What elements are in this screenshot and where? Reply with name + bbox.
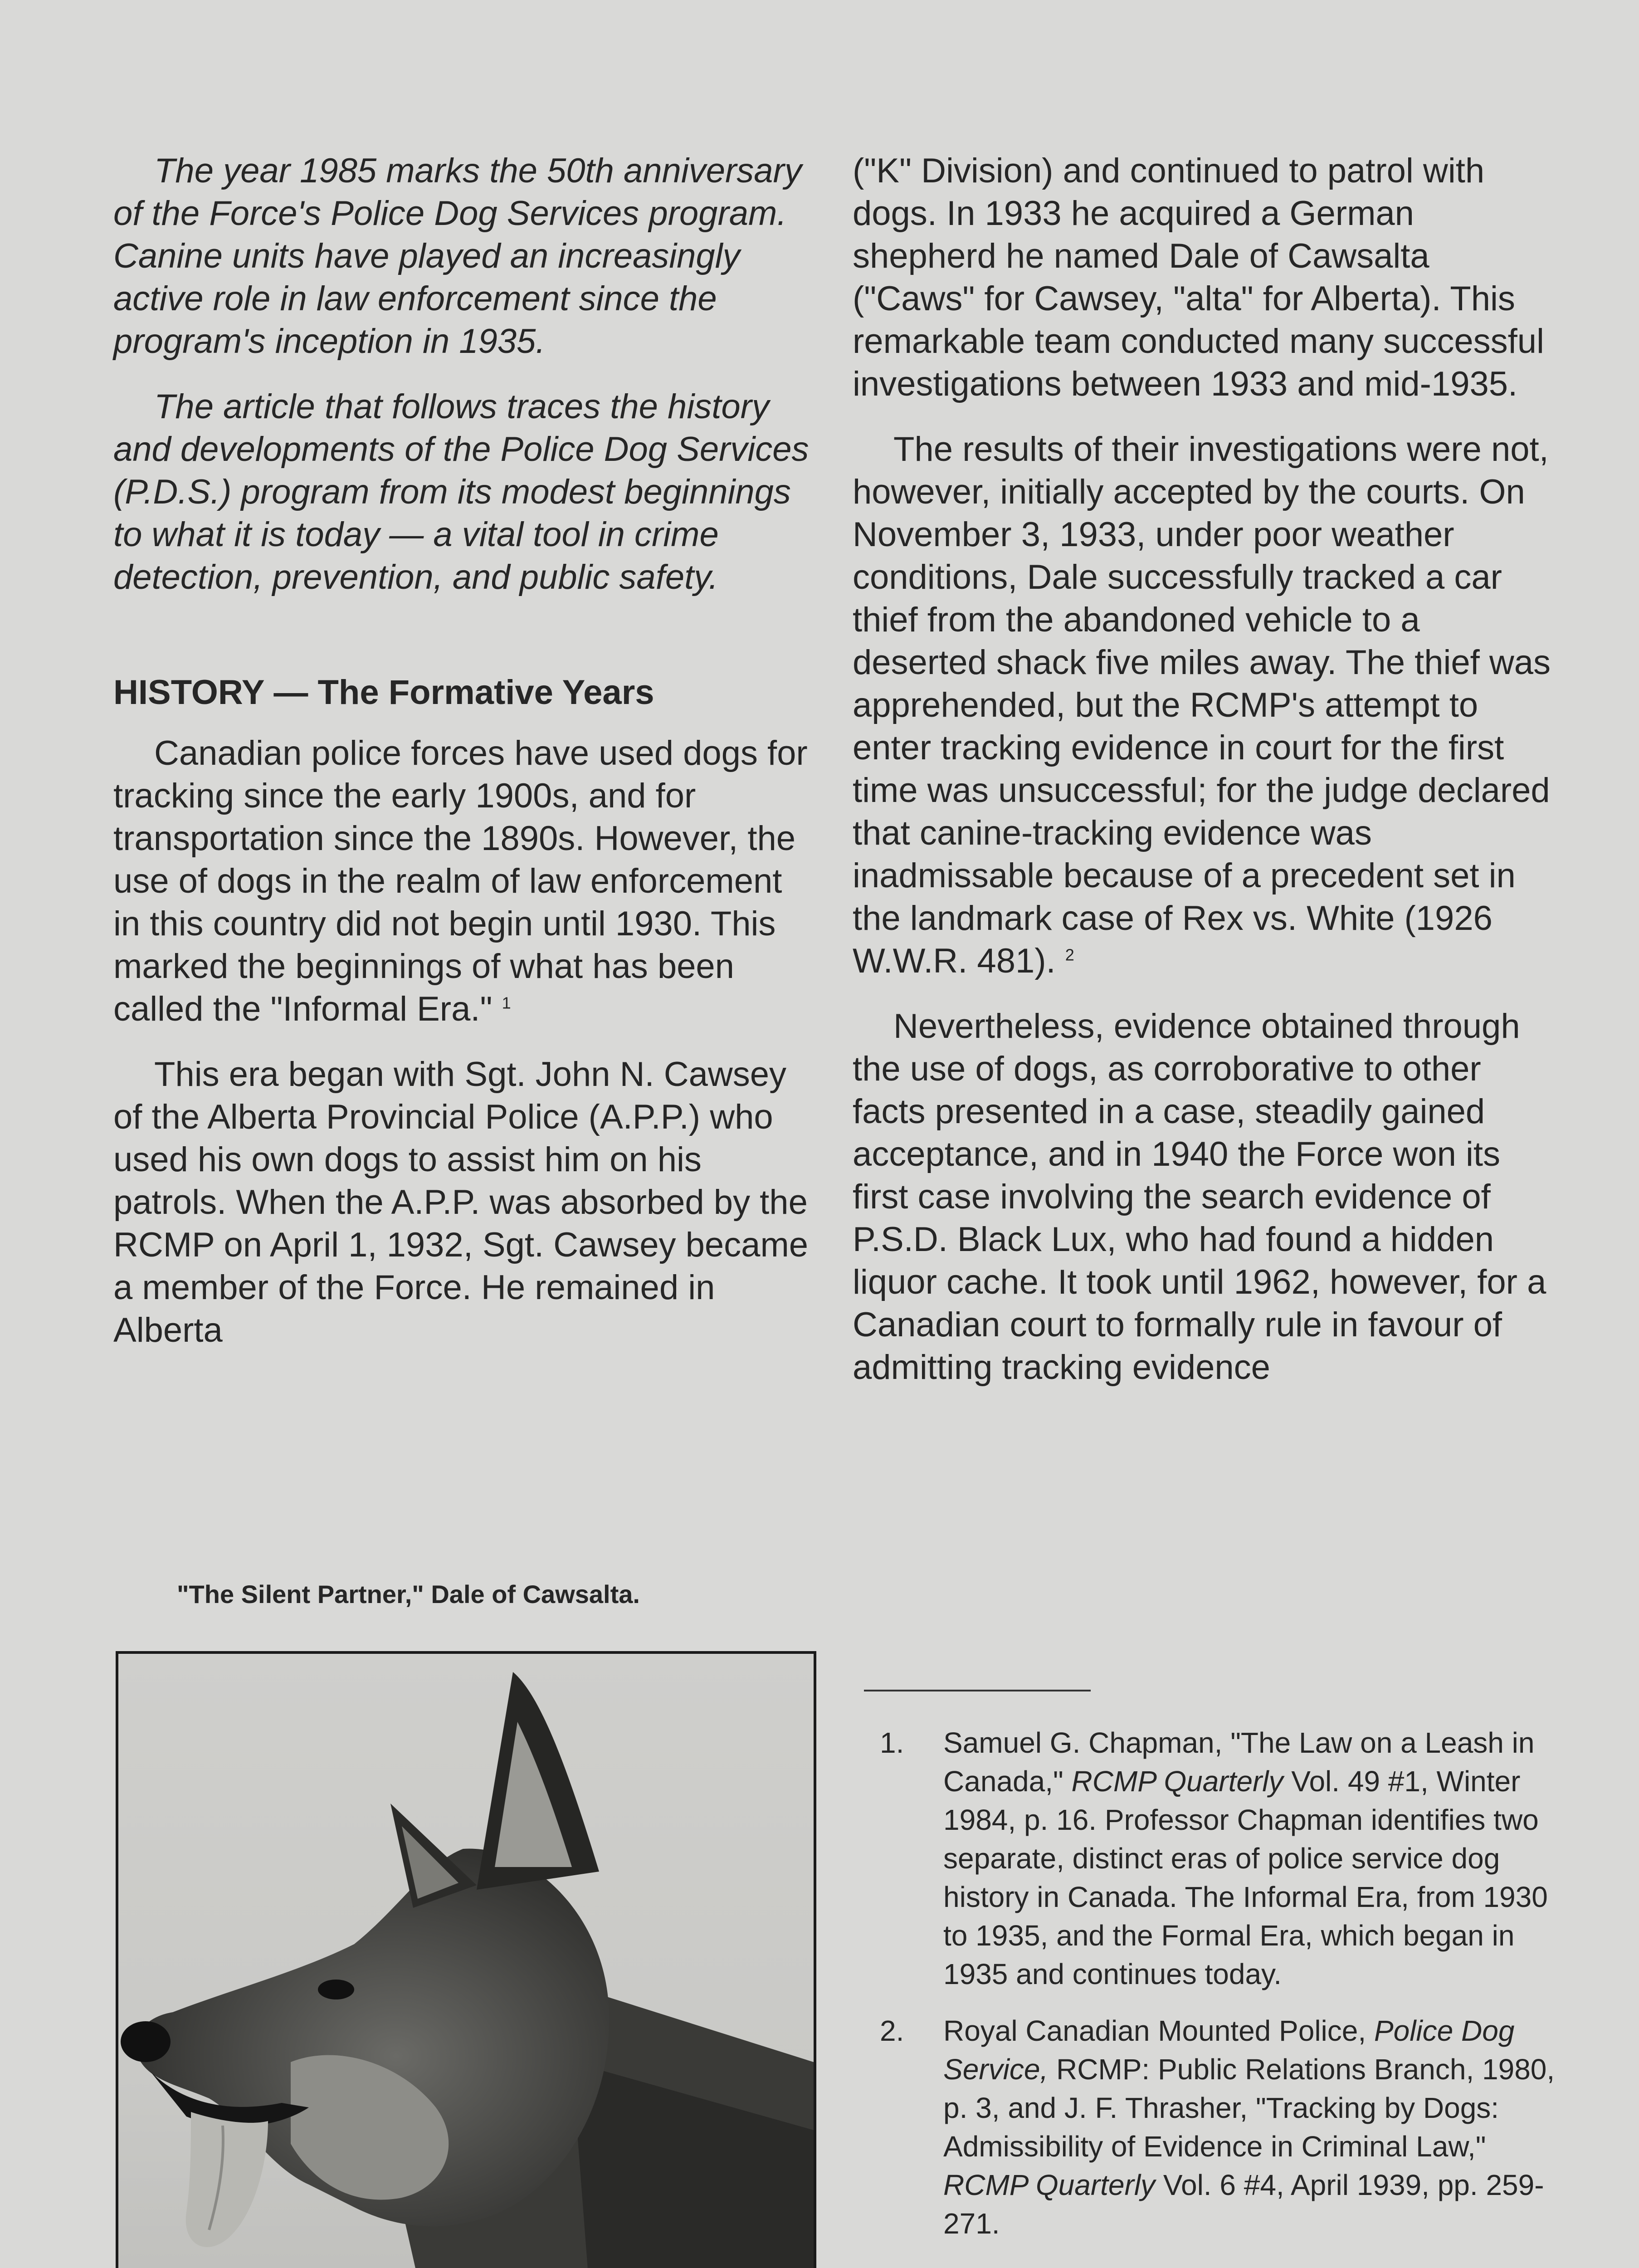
photo-caption: "The Silent Partner," Dale of Cawsalta. — [177, 1580, 640, 1608]
footnotes — [880, 1724, 1556, 2261]
footnote-italic: RCMP Quarterly — [943, 2169, 1156, 2201]
right-column — [853, 150, 1551, 1412]
body-paragraph: Nevertheless, evidence obtained through the use of dogs, as corroborative to other facts presented in a case, steadily gained acceptance, and in 1940 the Force won its first case involving the search evidence of P.S.D. Black Lux, who had found a hidden liquor cache. It took until 1962, however, for a Canadian court to formally rule in favour of admitting tracking evidence — [853, 1007, 1546, 1387]
body-paragraph: ("K" Division) and continued to patrol with dogs. In 1933 he acquired a German shepherd he named Dale of Cawsalta ("Caws" for Cawsey, "alta" for Alberta). This remarkable team conducted many successful investigations between 1933 and mid-1935. — [853, 152, 1544, 403]
footnote-text: RCMP: Public Relations Branch, 1980, p. 3, and J. F. Thrasher, "Tracking by Dogs: Admissibility of Evidence in Criminal Law," — [943, 2053, 1555, 2163]
footnote-2 — [880, 2012, 1556, 2243]
paragraph-text: The results of their investigations were not, however, initially accepted by the courts. On November 3, 1933, under poor weather conditions, Dale successfully tracked a car thief from the abandoned vehicle to a deserted shack five miles away. The thief was apprehended, but the RCMP's attempt to enter tracking evidence in court for the first time was unsuccessful; for the judge declared that canine-tracking evidence was inadmissable because of a precedent set in the landmark case of Rex vs. White (1926 W.W.R. 481). — [853, 430, 1551, 980]
footnote-divider — [864, 1690, 1091, 1691]
footnote-text: Samuel G. Chapman, "The Law on a Leash in Canada," — [943, 1726, 1535, 1798]
footnote-ref-2[interactable]: 2 — [1065, 945, 1074, 964]
footnote-text: Vol. 6 #4, April 1939, pp. 259-271. — [943, 2169, 1544, 2240]
footnote-text: Royal Canadian Mounted Police, — [943, 2014, 1374, 2047]
footnote-text: Vol. 49 #1, Winter 1984, p. 16. Professor Chapman identifies two separate, distinct eras of police service dog history in Canada. The Informal Era, from 1930 to 1935, and the Formal Era, which began in 1935 and continues today. — [943, 1765, 1548, 1990]
german-shepherd-illustration — [118, 1654, 814, 2268]
footnote-ref-1[interactable]: 1 — [502, 993, 511, 1012]
footnote-number: 1. — [880, 1726, 904, 1759]
footnote-italic: RCMP Quarterly — [1071, 1765, 1283, 1798]
footnote-1 — [880, 1724, 1556, 1994]
body-paragraph: This era began with Sgt. John N. Cawsey of the Alberta Provincial Police (A.P.P.) who used his own dogs to assist him on his patrols. When the A.P.P. was absorbed by the RCMP on April 1, 1932, Sgt. Cawsey became a member of the Force. He remained in Alberta — [113, 1055, 809, 1349]
footnote-italic: Police Dog Service, — [943, 2014, 1515, 2086]
intro-paragraph-2: The article that follows traces the history and developments of the Police Dog Services (P.D.S.) program from its modest beginnings to what it is today — a vital tool in crime detection, prevention, and public safety. — [113, 387, 809, 596]
dog-photo — [116, 1651, 816, 2268]
paragraph-text: Canadian police forces have used dogs for tracking since the early 1900s, and for transportation since the 1890s. However, the use of dogs in the realm of law enforcement in this country did not begin until 1930. This marked the beginnings of what has been called the "Informal Era." — [113, 734, 808, 1028]
section-heading: HISTORY — The Formative Years — [113, 673, 654, 712]
left-column — [113, 150, 816, 1374]
body-paragraph — [113, 732, 816, 1031]
intro-paragraph-1: The year 1985 marks the 50th anniversary of the Force's Police Dog Services program. Canine units have played an increasingly active role in law enforcement since the program's inception in 1935. — [113, 152, 802, 361]
footnote-number: 2. — [880, 2014, 904, 2047]
body-paragraph — [853, 428, 1551, 982]
